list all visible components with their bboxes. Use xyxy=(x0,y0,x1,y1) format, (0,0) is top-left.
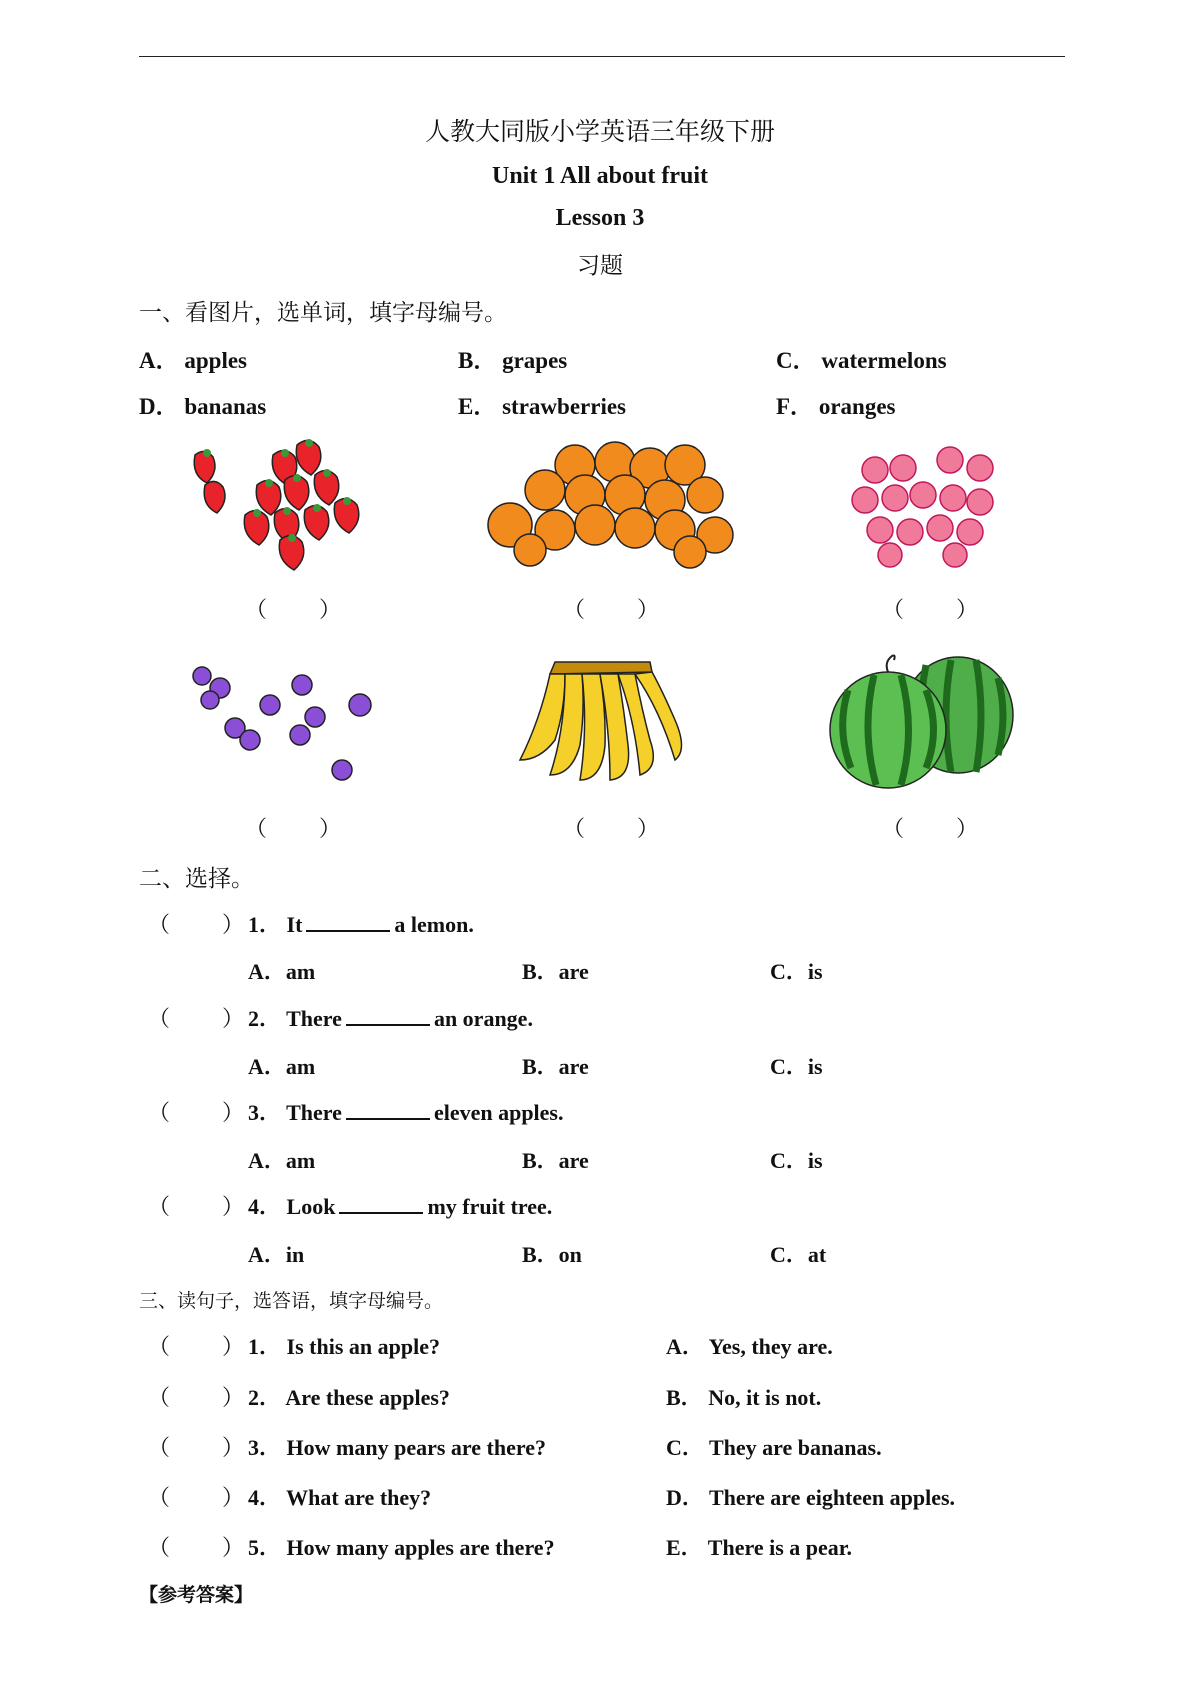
page-title: 人教大同版小学英语三年级下册 xyxy=(424,117,775,146)
strawberries-icon xyxy=(185,435,385,575)
answer-bracket: （ ） xyxy=(563,816,660,841)
exercise-subtitle: 习题 xyxy=(577,253,623,279)
choice-a: A．am xyxy=(248,1054,316,1079)
oranges-icon xyxy=(480,440,740,570)
grapes-icon xyxy=(190,660,390,790)
option-d: D． bananas xyxy=(139,394,267,419)
answer-bracket: （ ） xyxy=(148,1334,245,1359)
fill-blank[interactable] xyxy=(306,912,390,932)
option-c: C． watermelons xyxy=(776,348,947,373)
answer-bracket: （ ） xyxy=(245,816,342,841)
option-b: B． grapes xyxy=(458,348,568,373)
match-question-4: 4． What are they? xyxy=(248,1485,432,1510)
lesson-title: Lesson 3 xyxy=(555,205,645,231)
answer-bracket: （ ） xyxy=(882,816,979,841)
option-f: F． oranges xyxy=(776,394,896,419)
choice-c: C．at xyxy=(770,1242,827,1267)
answer-bracket: （ ） xyxy=(148,1006,245,1031)
answer-bracket: （ ） xyxy=(148,1435,245,1460)
choice-c: C．is xyxy=(770,959,823,984)
section2-heading: 二、选择。 xyxy=(139,866,254,892)
choice-c: C．is xyxy=(770,1148,823,1173)
answer-bracket: （ ） xyxy=(148,1100,245,1125)
answer-bracket: （ ） xyxy=(245,597,342,622)
option-e: E． strawberries xyxy=(458,394,626,419)
unit-title: Unit 1 All about fruit xyxy=(491,163,709,189)
question-3: 3． There eleven apples. xyxy=(248,1100,564,1125)
question-4: 4． Look my fruit tree. xyxy=(248,1194,553,1219)
bananas-icon xyxy=(510,650,690,790)
answer-bracket: （ ） xyxy=(148,1535,245,1560)
choice-b: B．are xyxy=(522,1148,589,1173)
answer-bracket: （ ） xyxy=(148,1485,245,1510)
apples-icon xyxy=(845,440,1005,570)
answer-key-label: 【参考答案】 xyxy=(139,1584,254,1606)
option-a: A． apples xyxy=(139,348,248,373)
answer-bracket: （ ） xyxy=(563,597,660,622)
match-question-1: 1． Is this an apple? xyxy=(248,1334,440,1359)
top-rule xyxy=(139,56,1065,57)
choice-b: B．are xyxy=(522,1054,589,1079)
match-question-3: 3． How many pears are there? xyxy=(248,1435,546,1460)
answer-bracket: （ ） xyxy=(148,1194,245,1219)
match-question-2: 2． Are these apples? xyxy=(248,1385,450,1410)
choice-a: A．in xyxy=(248,1242,305,1267)
fill-blank[interactable] xyxy=(346,1006,430,1026)
section1-heading: 一、看图片，选单词，填字母编号。 xyxy=(139,300,507,326)
question-2: 2． There an orange. xyxy=(248,1006,533,1031)
match-question-5: 5． How many apples are there? xyxy=(248,1535,555,1560)
match-answer-a: A． Yes, they are. xyxy=(666,1334,833,1359)
choice-a: A．am xyxy=(248,1148,316,1173)
match-answer-d: D． There are eighteen apples. xyxy=(666,1485,956,1510)
choice-a: A．am xyxy=(248,959,316,984)
answer-bracket: （ ） xyxy=(148,1385,245,1410)
question-1: 1． It a lemon. xyxy=(248,912,474,937)
choice-b: B．on xyxy=(522,1242,582,1267)
match-answer-c: C． They are bananas. xyxy=(666,1435,882,1460)
answer-bracket: （ ） xyxy=(148,912,245,937)
choice-b: B．are xyxy=(522,959,589,984)
section3-heading: 三、读句子，选答语，填字母编号。 xyxy=(139,1290,444,1312)
match-answer-b: B． No, it is not. xyxy=(666,1385,822,1410)
answer-bracket: （ ） xyxy=(882,597,979,622)
fill-blank[interactable] xyxy=(346,1100,430,1120)
match-answer-e: E． There is a pear. xyxy=(666,1535,853,1560)
fill-blank[interactable] xyxy=(339,1194,423,1214)
choice-c: C．is xyxy=(770,1054,823,1079)
watermelons-icon xyxy=(826,650,1016,790)
